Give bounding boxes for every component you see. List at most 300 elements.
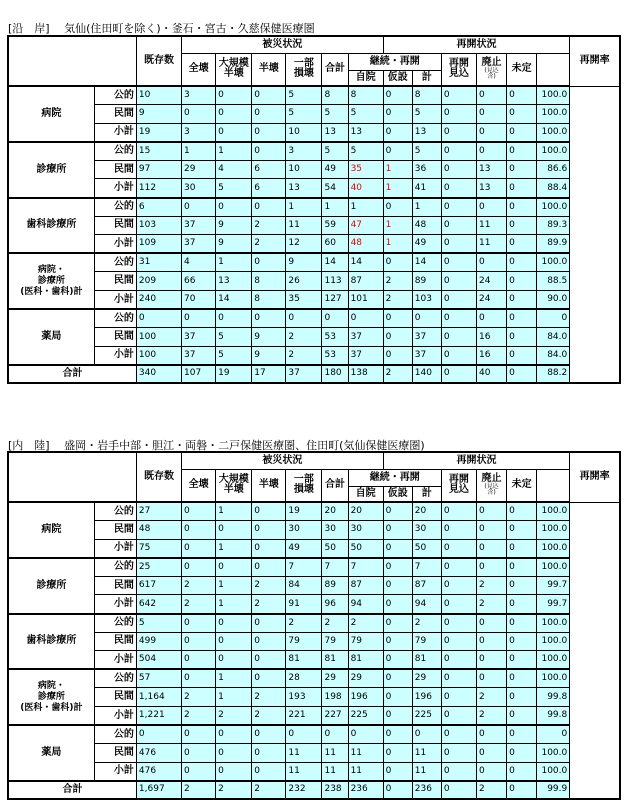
value-cell: 84.0 <box>537 346 570 365</box>
value-cell: 37 <box>182 216 216 235</box>
header-kasetsu: 仮設 <box>383 70 412 86</box>
value-cell: 3 <box>182 123 216 142</box>
value-cell: 24 <box>476 272 506 291</box>
table-row <box>8 86 620 105</box>
header-jiin: 自院 <box>348 486 383 502</box>
value-cell: 96 <box>322 595 348 614</box>
value-cell: 1,221 <box>136 707 181 726</box>
value-cell: 642 <box>136 595 181 614</box>
value-cell: 1 <box>216 539 252 558</box>
value-cell: 10 <box>286 123 322 142</box>
table-row <box>8 521 620 540</box>
value-cell: 11 <box>476 235 506 254</box>
value-cell: 0 <box>476 632 506 651</box>
value-cell: 0 <box>507 632 537 651</box>
total-value-cell: 2 <box>182 781 216 799</box>
value-cell: 196 <box>348 688 383 707</box>
value-cell: 0 <box>476 558 506 577</box>
value-cell: 0 <box>252 558 286 577</box>
category-label: 民間 <box>94 105 136 124</box>
value-cell: 8 <box>252 291 286 310</box>
value-cell: 70 <box>182 291 216 310</box>
value-cell: 0 <box>441 521 476 540</box>
value-cell: 87 <box>348 272 383 291</box>
value-cell: 2 <box>476 707 506 726</box>
value-cell: 9 <box>216 235 252 254</box>
category-label: 小計 <box>94 595 136 614</box>
header-haishi-label: 廃止 <box>481 57 502 69</box>
value-cell: 29 <box>182 160 216 179</box>
value-cell: 0 <box>322 725 348 744</box>
total-value-cell: 37 <box>286 365 322 383</box>
category-label: 民間 <box>94 632 136 651</box>
value-cell: 0 <box>383 105 412 124</box>
value-cell: 225 <box>412 707 441 726</box>
value-cell: 100.0 <box>537 123 570 142</box>
value-cell: 0 <box>182 669 216 688</box>
category-label: 小計 <box>94 179 136 198</box>
value-cell: 11 <box>348 762 383 781</box>
header-daikibo: 大規模 半壊 <box>216 469 252 502</box>
value-cell: 49 <box>286 539 322 558</box>
table-row <box>8 253 620 272</box>
value-cell: 0 <box>441 216 476 235</box>
value-cell: 0 <box>507 725 537 744</box>
value-cell: 100.0 <box>537 253 570 272</box>
value-cell: 16 <box>476 346 506 365</box>
category-label: 小計 <box>94 707 136 726</box>
value-cell: 0 <box>383 688 412 707</box>
value-cell: 0 <box>441 198 476 217</box>
total-value-cell: 236 <box>348 781 383 799</box>
value-cell: 3 <box>182 86 216 105</box>
category-label: 公的 <box>94 142 136 161</box>
total-value-cell: 1,697 <box>136 781 181 799</box>
group-label: 薬局 <box>8 309 94 365</box>
value-cell: 2 <box>182 595 216 614</box>
value-cell: 14 <box>412 253 441 272</box>
value-cell: 2 <box>383 272 412 291</box>
value-cell: 13 <box>286 179 322 198</box>
value-cell: 0 <box>441 707 476 726</box>
value-cell: 60 <box>322 235 348 254</box>
total-value-cell: 107 <box>182 365 216 383</box>
value-cell: 75 <box>136 539 181 558</box>
value-cell: 53 <box>322 328 348 347</box>
value-cell: 2 <box>286 328 322 347</box>
value-cell: 2 <box>252 576 286 595</box>
value-cell: 0 <box>182 614 216 633</box>
total-value-cell: 88.2 <box>537 365 570 383</box>
value-cell: 0 <box>507 688 537 707</box>
value-cell: 0 <box>507 595 537 614</box>
value-cell: 10 <box>286 160 322 179</box>
total-label: 合計 <box>8 365 136 383</box>
total-value-cell: 0 <box>507 781 537 799</box>
header-rate: 再開率 <box>570 36 620 86</box>
value-cell: 0 <box>216 198 252 217</box>
total-value-cell: 0 <box>383 781 412 799</box>
value-cell: 0 <box>383 762 412 781</box>
header-kasetsu: 仮設 <box>383 486 412 502</box>
table-row <box>8 707 620 726</box>
category-label: 公的 <box>94 725 136 744</box>
value-cell: 0 <box>216 558 252 577</box>
value-cell: 13 <box>348 123 383 142</box>
value-cell: 0 <box>476 669 506 688</box>
value-cell: 0 <box>383 346 412 365</box>
value-cell: 37 <box>182 328 216 347</box>
header-hankai: 半壊 <box>252 53 286 86</box>
table-row <box>8 576 620 595</box>
category-label: 小計 <box>94 762 136 781</box>
value-cell: 0 <box>383 707 412 726</box>
value-cell: 7 <box>412 558 441 577</box>
value-cell: 91 <box>286 595 322 614</box>
value-cell: 14 <box>322 253 348 272</box>
value-cell: 13 <box>476 160 506 179</box>
group-label: 診療所 <box>8 558 94 614</box>
total-row <box>8 781 620 799</box>
value-cell: 2 <box>286 614 322 633</box>
value-cell: 5 <box>412 142 441 161</box>
value-cell: 99.8 <box>537 707 570 726</box>
value-cell: 37 <box>412 328 441 347</box>
value-cell: 100.0 <box>537 632 570 651</box>
value-cell: 99.8 <box>537 688 570 707</box>
value-cell: 0 <box>507 328 537 347</box>
header-kizon: 既存数 <box>136 452 181 502</box>
value-cell: 100.0 <box>537 105 570 124</box>
total-value-cell: 0 <box>441 781 476 799</box>
value-cell: 0 <box>507 235 537 254</box>
value-cell: 1 <box>216 142 252 161</box>
value-cell: 0 <box>507 272 537 291</box>
value-cell: 0 <box>383 595 412 614</box>
value-cell: 50 <box>322 539 348 558</box>
value-cell: 103 <box>412 291 441 310</box>
table-row <box>8 558 620 577</box>
value-cell: 2 <box>286 346 322 365</box>
value-cell: 0 <box>507 291 537 310</box>
header-mitei: 未定 <box>507 53 537 86</box>
value-cell: 94 <box>412 595 441 614</box>
value-cell: 20 <box>412 502 441 521</box>
category-label: 民間 <box>94 521 136 540</box>
value-cell: 0 <box>441 688 476 707</box>
table-row <box>8 595 620 614</box>
value-cell: 53 <box>322 346 348 365</box>
value-cell: 0 <box>476 105 506 124</box>
value-cell: 476 <box>136 762 181 781</box>
value-cell: 79 <box>286 632 322 651</box>
value-cell: 0 <box>476 198 506 217</box>
value-cell: 66 <box>182 272 216 291</box>
total-value-cell: 2 <box>476 781 506 799</box>
value-cell: 9 <box>286 253 322 272</box>
header-zenkai: 全壊 <box>182 53 216 86</box>
value-cell: 0 <box>441 346 476 365</box>
value-cell: 0 <box>507 198 537 217</box>
value-cell: 0 <box>182 309 216 328</box>
value-cell: 0 <box>476 309 506 328</box>
header-haishi-note: (見込 含) <box>484 67 499 81</box>
value-cell: 1 <box>383 160 412 179</box>
value-cell: 2 <box>216 707 252 726</box>
value-cell: 89 <box>322 576 348 595</box>
value-cell: 0 <box>441 539 476 558</box>
value-cell: 57 <box>136 669 181 688</box>
value-cell: 112 <box>136 179 181 198</box>
value-cell: 11 <box>476 216 506 235</box>
value-cell: 37 <box>348 328 383 347</box>
value-cell: 0 <box>136 725 181 744</box>
value-cell: 0 <box>182 105 216 124</box>
value-cell: 26 <box>286 272 322 291</box>
value-cell: 15 <box>136 142 181 161</box>
value-cell: 1,164 <box>136 688 181 707</box>
category-label: 民間 <box>94 688 136 707</box>
table-row <box>8 632 620 651</box>
value-cell: 0 <box>383 725 412 744</box>
header-hisai: 被災状況 <box>182 36 384 53</box>
value-cell: 0 <box>216 762 252 781</box>
value-cell: 0 <box>252 123 286 142</box>
value-cell: 0 <box>476 521 506 540</box>
value-cell: 227 <box>322 707 348 726</box>
value-cell: 0 <box>136 309 181 328</box>
value-cell: 13 <box>476 179 506 198</box>
header-gokei: 合計 <box>322 53 348 86</box>
value-cell: 2 <box>252 707 286 726</box>
category-label: 小計 <box>94 123 136 142</box>
value-cell: 8 <box>252 272 286 291</box>
value-cell: 109 <box>136 235 181 254</box>
value-cell: 225 <box>348 707 383 726</box>
value-cell: 0 <box>216 521 252 540</box>
value-cell: 37 <box>182 346 216 365</box>
value-cell: 0 <box>441 291 476 310</box>
value-cell: 48 <box>412 216 441 235</box>
value-cell: 5 <box>348 105 383 124</box>
header-haishi-label: 廃止 <box>481 473 502 485</box>
value-cell: 0 <box>383 632 412 651</box>
value-cell: 100.0 <box>537 744 570 763</box>
value-cell: 30 <box>322 521 348 540</box>
table-row <box>8 216 620 235</box>
table-row <box>8 142 620 161</box>
value-cell: 0 <box>476 123 506 142</box>
value-cell: 0 <box>507 86 537 105</box>
header-mitei: 未定 <box>507 469 537 502</box>
value-cell: 37 <box>412 346 441 365</box>
value-cell: 9 <box>216 216 252 235</box>
value-cell: 97 <box>136 160 181 179</box>
value-cell: 6 <box>136 198 181 217</box>
value-cell: 0 <box>216 632 252 651</box>
total-value-cell: 40 <box>476 365 506 383</box>
value-cell: 0 <box>441 272 476 291</box>
value-cell: 101 <box>348 291 383 310</box>
value-cell: 9 <box>136 105 181 124</box>
value-cell: 1 <box>412 198 441 217</box>
total-value-cell: 138 <box>348 365 383 383</box>
value-cell: 19 <box>286 502 322 521</box>
table-row <box>8 346 620 365</box>
value-cell: 0 <box>383 744 412 763</box>
value-cell: 100.0 <box>537 86 570 105</box>
value-cell: 0 <box>348 309 383 328</box>
value-cell: 0 <box>383 123 412 142</box>
value-cell: 0 <box>252 521 286 540</box>
value-cell: 0 <box>252 142 286 161</box>
value-cell: 100.0 <box>537 198 570 217</box>
value-cell: 50 <box>412 539 441 558</box>
header-saikai: 再開状況 <box>383 36 570 53</box>
value-cell: 0 <box>441 762 476 781</box>
value-cell: 5 <box>216 179 252 198</box>
value-cell: 0 <box>507 614 537 633</box>
category-label: 民間 <box>94 272 136 291</box>
value-cell: 4 <box>216 160 252 179</box>
value-cell: 0 <box>441 725 476 744</box>
total-value-cell: 2 <box>252 781 286 799</box>
group-label: 薬局 <box>8 725 94 781</box>
header-ichibu: 一部 損壊 <box>286 469 322 502</box>
value-cell: 0 <box>383 558 412 577</box>
value-cell: 20 <box>322 502 348 521</box>
table-row <box>8 309 620 328</box>
value-cell: 2 <box>182 688 216 707</box>
value-cell: 1 <box>216 688 252 707</box>
value-cell: 28 <box>286 669 322 688</box>
value-cell: 617 <box>136 576 181 595</box>
value-cell: 100.0 <box>537 142 570 161</box>
value-cell: 0 <box>441 105 476 124</box>
header-keizoku: 継続・再開 <box>348 53 441 70</box>
value-cell: 2 <box>252 688 286 707</box>
table-row <box>8 291 620 310</box>
value-cell: 11 <box>412 762 441 781</box>
value-cell: 2 <box>476 595 506 614</box>
value-cell: 0 <box>441 614 476 633</box>
value-cell: 0 <box>441 179 476 198</box>
value-cell: 100.0 <box>537 539 570 558</box>
value-cell: 0 <box>182 651 216 670</box>
value-cell: 35 <box>348 160 383 179</box>
value-cell: 0 <box>383 86 412 105</box>
total-value-cell: 99.9 <box>537 781 570 799</box>
value-cell: 0 <box>286 725 322 744</box>
value-cell: 11 <box>322 762 348 781</box>
value-cell: 0 <box>476 725 506 744</box>
value-cell: 1 <box>383 216 412 235</box>
value-cell: 5 <box>216 346 252 365</box>
value-cell: 0 <box>507 253 537 272</box>
value-cell: 1 <box>216 502 252 521</box>
value-cell: 0 <box>252 253 286 272</box>
value-cell: 8 <box>322 86 348 105</box>
header-saikai-mikomi: 再開 見込 <box>441 469 476 502</box>
value-cell: 0 <box>441 86 476 105</box>
header-daikibo: 大規模 半壊 <box>216 53 252 86</box>
value-cell: 87 <box>412 576 441 595</box>
value-cell: 0 <box>216 309 252 328</box>
value-cell: 193 <box>286 688 322 707</box>
table-row <box>8 105 620 124</box>
header-saikai-mikomi: 再開 見込 <box>441 53 476 86</box>
value-cell: 0 <box>182 198 216 217</box>
table-row <box>8 614 620 633</box>
value-cell: 0 <box>476 762 506 781</box>
value-cell: 1 <box>286 198 322 217</box>
category-label: 公的 <box>94 614 136 633</box>
value-cell: 48 <box>136 521 181 540</box>
value-cell: 0 <box>537 309 570 328</box>
value-cell: 476 <box>136 744 181 763</box>
value-cell: 20 <box>348 502 383 521</box>
value-cell: 0 <box>252 198 286 217</box>
value-cell: 0 <box>507 142 537 161</box>
value-cell: 113 <box>322 272 348 291</box>
value-cell: 7 <box>286 558 322 577</box>
value-cell: 0 <box>441 632 476 651</box>
value-cell: 2 <box>182 707 216 726</box>
value-cell: 0 <box>216 105 252 124</box>
value-cell: 5 <box>322 142 348 161</box>
total-value-cell: 140 <box>412 365 441 383</box>
value-cell: 1 <box>216 576 252 595</box>
value-cell: 0 <box>476 142 506 161</box>
value-cell: 7 <box>348 558 383 577</box>
value-cell: 1 <box>216 253 252 272</box>
total-value-cell: 340 <box>136 365 181 383</box>
value-cell: 94 <box>348 595 383 614</box>
header-saikai: 再開状況 <box>383 452 570 469</box>
group-label: 病院 <box>8 502 94 558</box>
header-haishi <box>476 469 506 502</box>
value-cell: 0 <box>507 576 537 595</box>
category-label: 小計 <box>94 651 136 670</box>
value-cell: 0 <box>383 521 412 540</box>
value-cell: 0 <box>507 744 537 763</box>
value-cell: 0 <box>441 744 476 763</box>
value-cell: 1 <box>182 142 216 161</box>
value-cell: 29 <box>348 669 383 688</box>
section-title: [沿 岸] 気仙(住田町を除く)・釜石・宮古・久慈保健医療圏 <box>8 22 315 35</box>
value-cell: 0 <box>216 744 252 763</box>
value-cell: 0 <box>383 502 412 521</box>
value-cell: 0 <box>252 309 286 328</box>
value-cell: 1 <box>383 235 412 254</box>
header-haishi <box>476 53 506 86</box>
value-cell: 0 <box>476 502 506 521</box>
value-cell: 84 <box>286 576 322 595</box>
value-cell: 0 <box>216 86 252 105</box>
value-cell: 0 <box>507 309 537 328</box>
value-cell: 89.3 <box>537 216 570 235</box>
value-cell: 0 <box>507 502 537 521</box>
category-label: 小計 <box>94 235 136 254</box>
value-cell: 0 <box>252 632 286 651</box>
value-cell: 0 <box>383 669 412 688</box>
table-row <box>8 160 620 179</box>
table-row <box>8 669 620 688</box>
value-cell: 0 <box>383 142 412 161</box>
value-cell: 81 <box>286 651 322 670</box>
value-cell: 100.0 <box>537 651 570 670</box>
value-cell: 0 <box>383 198 412 217</box>
